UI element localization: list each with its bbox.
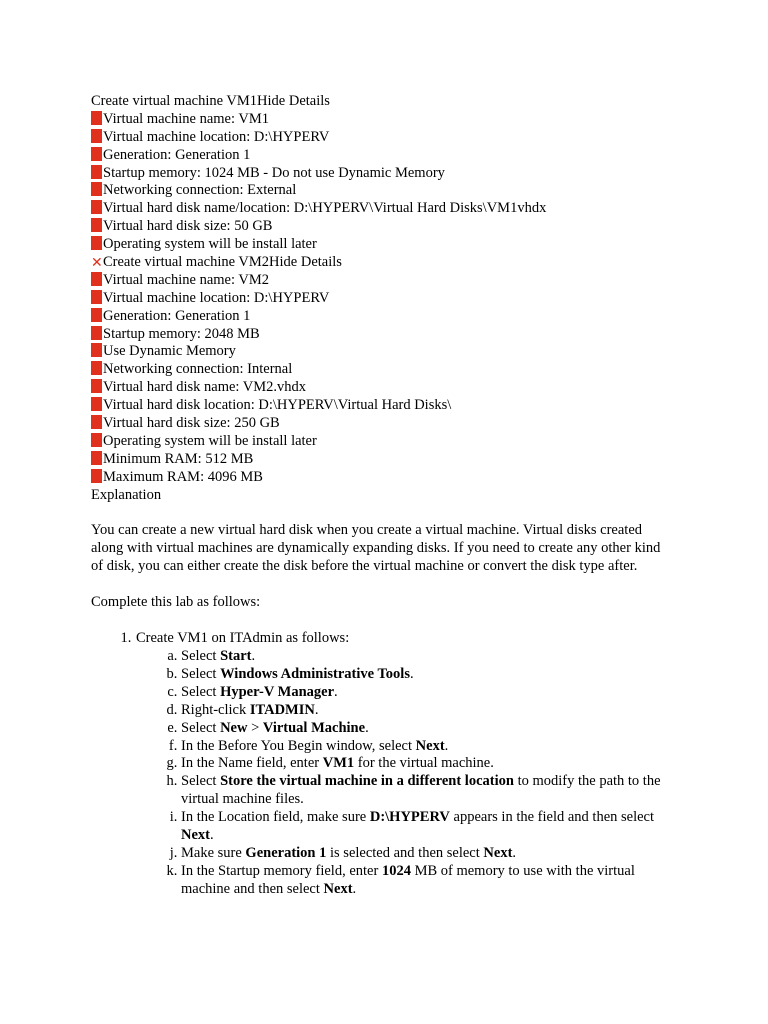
detail-item [91, 290, 691, 308]
detail-item-text: Generation: Generation 1 [103, 146, 251, 163]
detail-item [91, 308, 691, 326]
red-square-icon [91, 236, 102, 250]
detail-item-text: Virtual hard disk name: VM2.vhdx [103, 379, 307, 396]
substep-k: k. In the Startup memory field, enter 1024 MB of memory to use with the virtual machine and then select Next. [181, 863, 676, 899]
detail-item-text: Startup memory: 2048 MB [103, 325, 260, 342]
detail-item [91, 218, 691, 236]
lab-intro: Complete this lab as follows: [91, 594, 261, 611]
substep-a: a. Select Start. [181, 648, 676, 666]
detail-item-text: Virtual hard disk size: 50 GB [103, 218, 273, 235]
red-square-icon [91, 129, 102, 143]
task-title: Create virtual machine VM1 [91, 93, 258, 109]
red-square-icon [91, 272, 102, 286]
hide-details-link[interactable]: Hide Details [269, 254, 342, 271]
task-title: Create virtual machine VM2 [103, 254, 270, 271]
red-square-icon [91, 469, 102, 483]
detail-item-text: Generation: Generation 1 [103, 307, 251, 324]
substep-c: c. Select Hyper-V Manager. [181, 684, 676, 702]
detail-item-text: Minimum RAM: 512 MB [103, 450, 254, 467]
detail-item-text: Virtual machine name: VM1 [103, 110, 269, 127]
substep-d: d. Right-click ITADMIN. [181, 702, 676, 720]
step-1: 1. Create VM1 on ITAdmin as follows: a. Select Start. b. Select Windows Administrative Tools. c. Select Hyper-V Manager. d. Right-click ITADMIN. e. Select New > Virtual Machine. f. In the Before You Begin window, select Next. g. In the Name field, enter VM1 for the virtual machine. h. Select Store the virtual machine in a different location to modify the path to the virtual machine files. i. In the Location field, make sure D:\HYPERV appears in the field and then select Next. j. Make sure Generation 1 is selected and then select Next. k. In the Startup memory field, enter 1024 MB of memory to use with the virtual machine and then select Next. [135, 630, 691, 899]
detail-item [91, 433, 691, 451]
detail-item [91, 147, 691, 165]
detail-item-text: Maximum RAM: 4096 MB [103, 468, 263, 485]
red-square-icon [91, 147, 102, 161]
red-square-icon [91, 361, 102, 375]
explanation-heading: Explanation [91, 486, 162, 503]
vm1-details [91, 111, 691, 254]
detail-item [91, 469, 691, 487]
detail-item-text: Virtual hard disk size: 250 GB [103, 415, 280, 432]
red-square-icon [91, 397, 102, 411]
detail-item-text: Networking connection: Internal [103, 361, 293, 378]
red-square-icon [91, 111, 102, 125]
red-square-icon [91, 326, 102, 340]
document-page [91, 93, 691, 899]
detail-item-text: Networking connection: External [103, 182, 297, 199]
detail-item [91, 343, 691, 361]
detail-item-text: Virtual machine location: D:\HYPERV [103, 128, 330, 145]
task-heading-vm1 [91, 93, 691, 111]
detail-item [91, 272, 691, 290]
detail-item-text: Virtual machine name: VM2 [103, 271, 269, 288]
detail-item [91, 415, 691, 433]
detail-item-text: Use Dynamic Memory [103, 343, 236, 360]
red-square-icon [91, 343, 102, 357]
red-square-icon [91, 165, 102, 179]
red-x-icon: ✕ [91, 255, 103, 272]
lab-steps [91, 630, 691, 899]
detail-item-text: Virtual machine location: D:\HYPERV [103, 289, 330, 306]
detail-item [91, 236, 691, 254]
hide-details-link[interactable]: Hide Details [257, 93, 330, 109]
detail-item-text: Startup memory: 1024 MB - Do not use Dynamic Memory [103, 164, 445, 181]
detail-item-text: Operating system will be install later [103, 432, 317, 449]
substep-b: b. Select Windows Administrative Tools. [181, 666, 676, 684]
detail-item-text: Operating system will be install later [103, 236, 317, 253]
detail-item [91, 165, 691, 183]
red-square-icon [91, 415, 102, 429]
substep-h: h. Select Store the virtual machine in a different location to modify the path to the virtual machine files. [181, 773, 676, 809]
red-square-icon [91, 451, 102, 465]
detail-item [91, 361, 691, 379]
detail-item [91, 326, 691, 344]
substep-g: g. In the Name field, enter VM1 for the virtual machine. [181, 755, 676, 773]
red-square-icon [91, 182, 102, 196]
red-square-icon [91, 379, 102, 393]
detail-item [91, 129, 691, 147]
detail-item [91, 397, 691, 415]
red-square-icon [91, 290, 102, 304]
red-square-icon [91, 218, 102, 232]
detail-item-text: Virtual hard disk name/location: D:\HYPERV\Virtual Hard Disks\VM1vhdx [103, 200, 547, 217]
vm2-details [91, 272, 691, 487]
red-square-icon [91, 200, 102, 214]
detail-item [91, 451, 691, 469]
substep-i: i. In the Location field, make sure D:\HYPERV appears in the field and then select Next. [181, 809, 676, 845]
substep-f: f. In the Before You Begin window, select Next. [181, 738, 676, 756]
substep-j: j. Make sure Generation 1 is selected and then select Next. [181, 845, 676, 863]
red-square-icon [91, 308, 102, 322]
substep-e: e. Select New > Virtual Machine. [181, 720, 676, 738]
explanation-paragraph: You can create a new virtual hard disk when you create a virtual machine. Virtual disks created along with virtual machines are dynamically expanding disks. If you need to create any other kind of disk, you can either create the disk before the virtual machine or convert the disk type after. [91, 522, 661, 575]
red-square-icon [91, 433, 102, 447]
task-heading-vm2 [91, 254, 691, 272]
detail-item [91, 182, 691, 200]
detail-item-text: Virtual hard disk location: D:\HYPERV\Virtual Hard Disks\ [103, 397, 452, 414]
step-1-substeps [136, 648, 676, 899]
detail-item [91, 379, 691, 397]
detail-item [91, 111, 691, 129]
detail-item [91, 200, 691, 218]
